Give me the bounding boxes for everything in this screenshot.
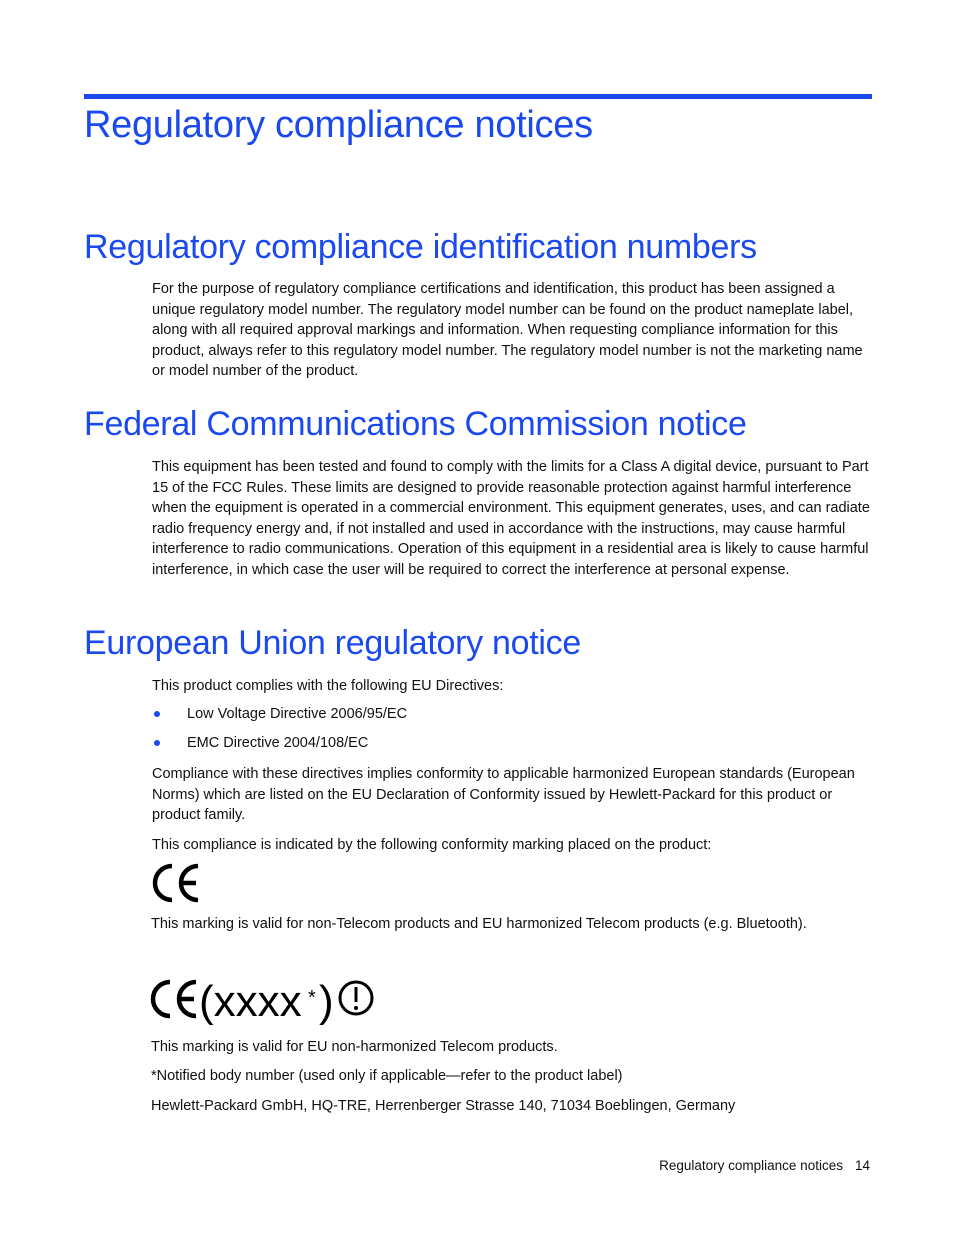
directive-label: Low Voltage Directive 2006/95/EC [187,706,408,722]
manufacturer-address: Hewlett-Packard GmbH, HQ-TRE, Herrenberger Strasse 140, 71034 Boeblingen, Germany [151,1098,736,1114]
notified-body-close-paren: ) [319,977,334,1026]
fcc-paragraph: This equipment has been tested and found to comply with the limits for a Class A digital device, pursuant to Part 15 of the FCC Rules. These limits are designed to provide reasonable protection against harmful interference when the equipment is operated in a commercial environment. This equipment generates, uses, and can radiate radio frequency energy and, if not installed and used in accordance with the instructions, may cause harmful interference to radio communications. Operation of this equipment in a residential area is likely to cause harmful interference, in which case the user will be required to correct the interference at personal expense. [152,459,870,578]
directive-label: EMC Directive 2004/108/EC [187,735,369,751]
bullet-icon [154,711,160,717]
chapter-title: Regulatory compliance notices [84,104,593,146]
section-title-eu: European Union regulatory notice [84,624,581,662]
notified-body-placeholder: (xxxx [199,977,302,1026]
notified-body-asterisk: * [308,987,316,1009]
identification-paragraph: For the purpose of regulatory compliance certifications and identification, this product has been assigned a unique regulatory model number. The regulatory model number can be found on the product nameplate label, along with all required approval markings and information. When requesting compliance information for this product, always refer to this regulatory model number. The regulatory model number is not the marketing name or model number of the product. [152,281,863,379]
bullet-icon [154,740,160,746]
page-footer [560,1158,870,1173]
eu-marking-intro-paragraph: This compliance is indicated by the following conformity marking placed on the product: [152,837,712,853]
marking-telecom-paragraph: This marking is valid for EU non-harmonized Telecom products. [151,1039,558,1055]
chapter-top-rule [84,94,872,99]
marking-non-telecom-paragraph: This marking is valid for non-Telecom products and EU harmonized Telecom products (e.g. Bluetooth). [151,916,807,932]
page-number: 14 [854,1158,870,1173]
footer-label: Regulatory compliance notices [659,1158,843,1173]
section-title-identification: Regulatory compliance identification numbers [84,228,757,266]
ce-mark-icon [150,862,202,904]
eu-conformity-paragraph: Compliance with these directives implies conformity to applicable harmonized European standards (European Norms) which are listed on the EU Declaration of Conformity issued by Hewlett-Packard for this product or product family. [152,766,855,823]
eu-intro-paragraph: This product complies with the following EU Directives: [152,678,504,694]
notified-body-note: *Notified body number (used only if applicable—refer to the product label) [151,1068,623,1084]
ce-telecom-mark-icon [148,972,380,1028]
section-title-fcc: Federal Communications Commission notice [84,405,747,443]
